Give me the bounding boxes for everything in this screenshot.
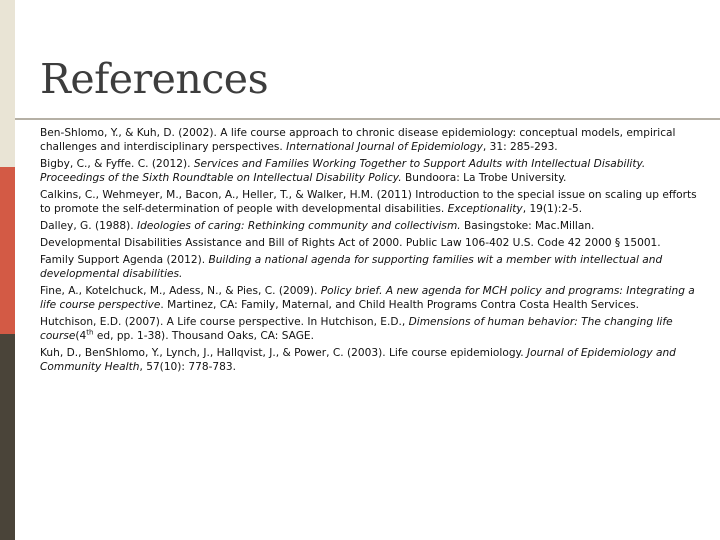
- reference-item: Bigby, C., & Fyffe. C. (2012). Services and Families Working Together to Support Adults with Intellectual Disability. Proceedings of the Sixth Roundtable on Intellectual Disability Policy. Bundoora: La Trobe University.: [40, 158, 646, 185]
- reference-item: Developmental Disabilities Assistance and Bill of Rights Act of 2000. Public Law 106-402 U.S. Code 42 2000 § 15001.: [40, 236, 661, 249]
- reference-item: Fine, A., Kotelchuck, M., Adess, N., & Pies, C. (2009). Policy brief. A new agenda for MCH policy and programs: Integrating a life course perspective. Martinez, CA: Family, Maternal, and Child Health Programs Contra Costa Health Services.: [40, 284, 695, 311]
- reference-list: [40, 126, 708, 377]
- title-divider: [15, 118, 720, 120]
- reference-item: Family Support Agenda (2012). Building a national agenda for supporting families wit a member with intellectual and developmental disabilities.: [40, 253, 663, 280]
- reference-item: Ben-Shlomo, Y., & Kuh, D. (2002). A life course approach to chronic disease epidemiology: conceptual models, empirical challenges and interdisciplinary perspectives. International Journal of Epidemiology, 31: 285-293.: [40, 127, 676, 154]
- accent-bar-bottom: [0, 334, 15, 540]
- reference-item: Dalley, G. (1988). Ideologies of caring: Rethinking community and collectivism. Basingstoke: Mac.Millan.: [40, 220, 595, 232]
- accent-bar-top: [0, 0, 15, 167]
- slide-title: References: [40, 55, 269, 103]
- accent-bar-middle: [0, 167, 15, 334]
- reference-item: Hutchison, E.D. (2007). A Life course perspective. In Hutchison, E.D., Dimensions of human behavior: The changing life course(4th ed, pp. 1-38). Thousand Oaks, CA: SAGE.: [40, 315, 673, 342]
- reference-item: Calkins, C., Wehmeyer, M., Bacon, A., Heller, T., & Walker, H.M. (2011) Introduction to the special issue on scaling up efforts to promote the self-determination of people with developmental disabilities. Exceptionality, 19(1):2-5.: [40, 189, 697, 216]
- reference-item: Kuh, D., BenShlomo, Y., Lynch, J., Hallqvist, J., & Power, C. (2003). Life course epidemiology. Journal of Epidemiology and Community Health, 57(10): 778-783.: [40, 346, 676, 373]
